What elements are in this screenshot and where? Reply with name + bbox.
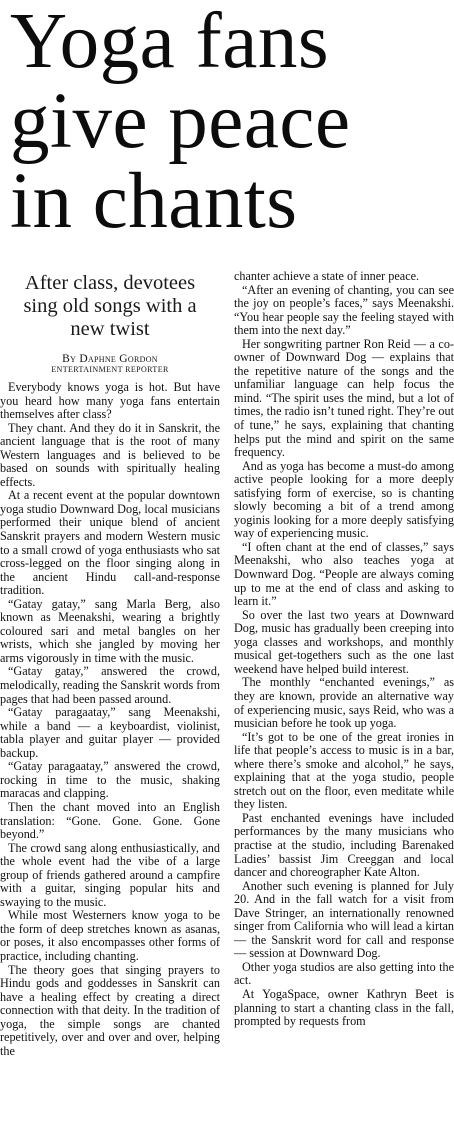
paragraph: “After an evening of chanting, you can see the joy on people’s faces,” says Meenakshi. “You hear people say the feeling stayed with them into the next day.”	[234, 282, 454, 338]
paragraph: “Gatay paragaatay,” answered the crowd, rocking in time to the music, shaking maracas and clapping.	[0, 759, 220, 801]
subheadline: After class, devotees sing old songs with a new twist	[23, 272, 197, 340]
paragraph: Then the chant moved into an English translation: “Gone. Gone. Gone. Gone beyond.”	[0, 799, 220, 842]
paragraph: Everybody knows yoga is hot. But have you heard how many yoga fans entertain themselves after class?	[0, 380, 220, 422]
article-body	[0, 268, 454, 1132]
paragraph: Other yoga studios are also getting into the act.	[234, 959, 454, 988]
headline-line-1: Yoga fans	[10, 0, 330, 85]
paragraph: “Gatay gatay,” answered the crowd, melodically, reading the Sanskrit words from pages that had been passed around.	[0, 664, 220, 706]
article-column-left	[0, 268, 220, 1132]
byline-name: By Daphne Gordon	[62, 353, 158, 365]
paragraph: “I often chant at the end of classes,” says Meenakshi, who also teaches yoga at Downward Dog. “People are always coming up to me at the end of class and asking to learn it.”	[234, 539, 454, 609]
paragraph: Past enchanted evenings have included performances by the many musicians who practise at the studio, including Barenaked Ladies’ bassist Jim Creeggan and local dancer and choreographer Kate Alton.	[234, 810, 454, 880]
paragraph: The theory goes that singing prayers to Hindu gods and goddesses in Sanskrit can have a healing effect by creating a direct connection with that deity. In the tradition of yoga, the simple songs are chanted repetitively, over and over and over, helping the	[0, 962, 220, 1058]
paragraph: “Gatay gatay,” sang Marla Berg, also known as Meenakshi, wearing a brightly coloured sari and metal bangles on her wrists, which she jangled by moving her arms vigorously in time with the music.	[0, 596, 220, 665]
paragraph: They chant. And they do it in Sanskrit, the ancient language that is the root of many Western languages and is believed to be based on sounds with spiritually healing effects.	[0, 420, 220, 489]
paragraph: At a recent event at the popular downtown yoga studio Downward Dog, local musicians performed their unique blend of ancient Sanskrit prayers and modern Western music to a small crowd of yoga enthusiasts who sat cross-legged on the floor singing along in the ancient Hindu call-and-response tradition.	[0, 488, 220, 598]
headline	[0, 0, 454, 242]
article-column-right	[234, 270, 454, 1134]
byline-role: ENTERTAINMENT REPORTER	[51, 365, 169, 374]
paragraph: Another such evening is planned for July 20. And in the fall watch for a visit from Dave Stringer, an internationally renowned singer from California who will lead a kirtan — the Sanskrit word for call and response — session at Downward Dog.	[234, 878, 454, 961]
paragraph: “It’s got to be one of the great ironies in life that people’s access to music is in a bar, where there’s smoke and alcohol,” he says, explaining that at the yoga studio, people stretch out on the floor, even meditate while they listen.	[234, 729, 454, 812]
paragraph: Her songwriting partner Ron Reid — a co-owner of Downward Dog — explains that the repetitive nature of the songs and the unfamiliar language can help focus the mind. “The spirit uses the mind, but a lot of times, the radio isn’t tuned right. They’re out of tune,” he says, explaining that chanting helps put the mind and spirit on the same frequency.	[234, 336, 454, 460]
paragraph: chanter achieve a state of inner peace.	[234, 270, 420, 283]
paragraph: The monthly “enchanted evenings,” as they are known, provide an alternative way of experiencing music, says Reid, who was a musician before he took up yoga.	[234, 675, 454, 731]
paragraph: So over the last two years at Downward Dog, music has gradually been creeping into yoga classes and workshops, and monthly musical get-togethers such as the one last weekend have helped build interest.	[234, 607, 454, 676]
paragraph: The crowd sang along enthusiastically, and the whole event had the vibe of a large group of friends gathered around a campfire with a guitar, singing popular hits and swaying to the music.	[0, 840, 220, 909]
paragraph: At YogaSpace, owner Kathryn Beet is planning to start a chanting class in the fall, prompted by requests from	[234, 986, 454, 1029]
paragraph: While most Westerners know yoga to be the form of deep stretches known as asanas, or poses, it also encompasses other forms of practice, including chanting.	[0, 908, 220, 963]
paragraph: “Gatay paragaatay,” sang Meenakshi, while a band — a keyboardist, violinist, tabla player and guitar player — provided backup.	[0, 705, 220, 760]
paragraph: And as yoga has become a must-do among active people looking for a more deeply satisfying form of exercise, so is chanting slowly becoming a bit of a trend among yoginis looking for a more deeply satisfying way of experiencing music.	[234, 458, 454, 541]
headline-line-3: in chants	[10, 158, 298, 242]
headline-line-2: give peace	[10, 78, 351, 165]
